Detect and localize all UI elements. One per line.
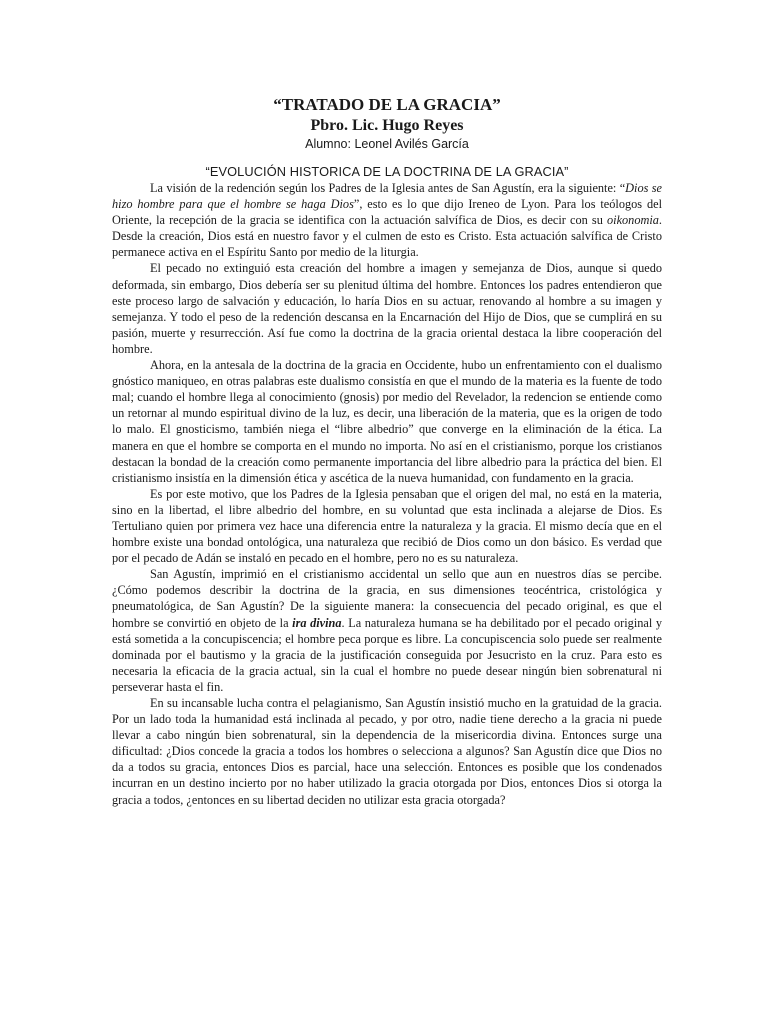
paragraph-5 — [112, 566, 662, 695]
paragraph-3: Ahora, en la antesala de la doctrina de la gracia en Occidente, hubo un enfrentamiento con el dualismo gnóstico maniqueo, en otras palabras este dualismo consistía en que el mundo de la materia es la fuente de todo mal; cuando el hombre llega al conocimiento (gnosis) por medio del Revelador, la redencion se entiende como un retornar al mundo espiritual divino de la luz, es decir, una liberación de la materia, que es la origen de todo lo malo. El gnosticismo, también niega el “libre albedrio” que converge en la eliminación de la ética. La manera en que el hombre se comporta en el mundo no importa. No así en el cristianismo, porque los cristianos destacan la bondad de la creación como permanente importancia del libre albedrio para la práctica del bien. El cristianismo insistía en la dimensión ética y ascética de la nueva humanidad, con fundamento en la gracia. — [112, 358, 662, 485]
irenaeus-quote: Dios se hizo hombre para que el hombre se haga Dios — [112, 181, 662, 212]
ira-divina-term: ira divina — [292, 615, 342, 630]
paragraph-1-text-c: . Desde la creación, Dios está en nuestro favor y el culmen de esto es Cristo. Esta actuación salvífica de Cristo permanece activa en el Espíritu Santo por medio de la liturgia. — [112, 213, 662, 260]
paragraph-1-text-a: La visión de la redención según los Padres de la Iglesia antes de San Agustín, era la siguiente: “ — [150, 181, 626, 195]
author-line: Pbro. Lic. Hugo Reyes — [310, 117, 464, 134]
oikonomia-term: oikonomia — [607, 213, 659, 228]
section-title: “EVOLUCIÓN HISTORICA DE LA DOCTRINA DE LA GRACIA” — [205, 164, 569, 179]
paragraph-5-text-b: . La naturaleza humana se ha debilitado por el pecado original y está sometida a la concupiscencia; el hombre peca porque es libre. La concupiscencia solo puede ser realmente dominada por el bautismo y la gracia de la justificación conseguida por Jesucristo en la cruz. Para esto es necesaria la eficacia de la gracia actual, sin la cual el hombre no puede desear ningún bien sobrenatural ni perseverar hasta el fin. — [112, 615, 663, 694]
student-line: Alumno: Leonel Avilés García — [305, 137, 469, 151]
document-title: “TRATADO DE LA GRACIA” — [273, 95, 501, 114]
paragraph-6: En su incansable lucha contra el pelagianismo, San Agustín insistió mucho en la gratuidad de la gracia. Por un lado toda la humanidad está inclinada al pecado, y por otro, nadie tiene derecho a la gracia ni puede llevar a cabo ningún bien sobrenatural, sin la dependencia de la misericordia divina. Entonces surge una dificultad: ¿Dios concede la gracia a todos los hombres o selecciona a algunos? San Agustín dice que Dios no da a todos su gracia, entonces Dios es parcial, hace una selección. Entonces es posible que los condenados incurran en un destino incierto por no haber utilizado la gracia otorgada por Dios, entonces Dios si otorga la gracia a todos, ¿entonces en su libertad deciden no utilizar esta gracia otorgada? — [112, 696, 662, 807]
paragraph-2: El pecado no extinguió esta creación del hombre a imagen y semejanza de Dios, aunque si quedo deformada, sin embargo, Dios debería ser su plenitud última del hombre. Entonces los padres entendieron que este proceso largo de salvación y educación, lo haría Dios en su actuar, renovando al hombre a su imagen y semejanza. Y todo el peso de la redención descansa en la Encarnación del Hijo de Dios, que se cumplirá en su pasión, muerte y resurrección. Así fue como la doctrina de la gracia oriental destaca la libre cooperación del hombre. — [112, 261, 662, 356]
paragraph-1 — [112, 180, 662, 260]
paragraph-1-text-b: ”, esto es lo que dijo Ireneo de Lyon. Para los teólogos del Oriente, la recepción de la gracia se identifica con la actuación salvífica de Dios, es decir con su — [112, 197, 662, 228]
paragraph-4: Es por este motivo, que los Padres de la Iglesia pensaban que el origen del mal, no está en la materia, sino en la libertad, el libre albedrio del hombre, en su voluntad que esta inclinada a alejarse de Dios. Es Tertuliano quien por primera vez hace una diferencia entre la naturaleza y la gracia. El mismo decía que en el hombre existe una bondad ontológica, una naturaleza que recibió de Dios como un don básico. Es verdad que por el pecado de Adán se instaló en pecado en el hombre, pero no es su naturaleza. — [112, 486, 662, 566]
paragraph-5-text-a: San Agustín, imprimió en el cristianismo accidental un sello que aun en nuestros días se percibe. ¿Cómo podemos describir la doctrina de la gracia, en sus dimensiones teocéntrica, cristológica y pneumatológica, de San Agustín? De la siguiente manera: la consecuencia del pecado original, es que el hombre se convirtió en objeto de la — [112, 567, 662, 630]
document-content — [112, 94, 662, 808]
